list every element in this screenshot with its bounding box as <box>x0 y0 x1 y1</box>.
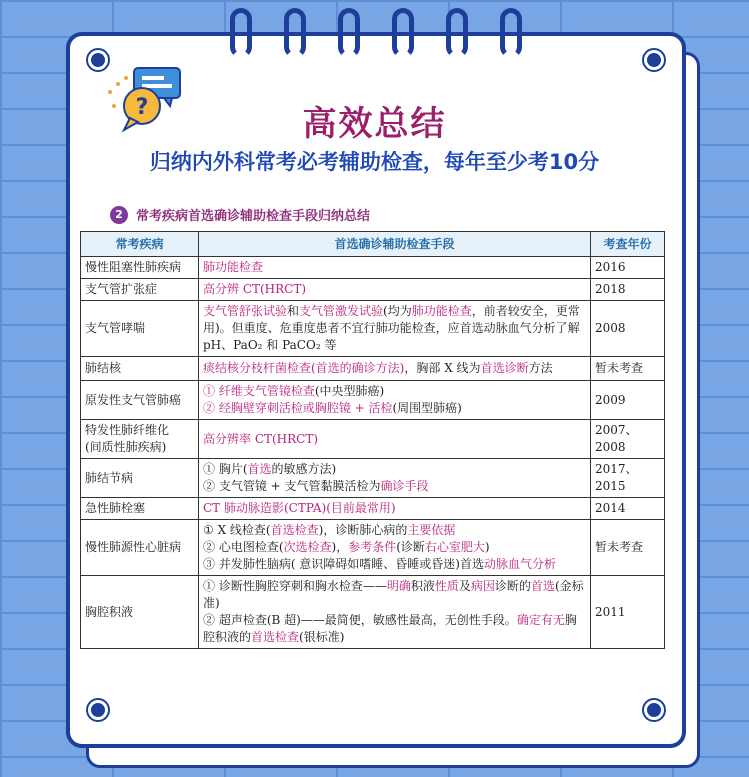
method-cell: 痰结核分枝杆菌检查(首选的确诊方法)，胸部 X 线为首选诊断方法 <box>199 357 591 381</box>
disease-cell: 肺结节病 <box>81 459 199 498</box>
table-row <box>81 257 665 279</box>
summary-table <box>80 231 665 649</box>
disease-cell: 支气管哮喘 <box>81 301 199 357</box>
spiral-ring <box>392 8 414 58</box>
table-row <box>81 520 665 576</box>
method-cell: 高分辨 CT(HRCT) <box>199 279 591 301</box>
spiral-ring <box>500 8 522 58</box>
year-cell: 2011 <box>591 576 665 649</box>
header-year: 考查年份 <box>591 232 665 257</box>
method-cell: ① 胸片(首选的敏感方法) ② 支气管镜 + 支气管黏膜活检为确诊手段 <box>199 459 591 498</box>
year-cell: 暂未考查 <box>591 520 665 576</box>
method-cell: ① 纤维支气管镜检查(中央型肺癌) ② 经胸壁穿刺活检或胸腔镜 + 活检(周围型肺癌) <box>199 381 591 420</box>
disease-cell: 肺结核 <box>81 357 199 381</box>
table-row <box>81 420 665 459</box>
year-cell: 2014 <box>591 498 665 520</box>
section-title: 常考疾病首选确诊辅助检查手段归纳总结 <box>136 209 371 224</box>
table-row <box>81 279 665 301</box>
year-cell: 2017、2015 <box>591 459 665 498</box>
binder-hole <box>644 700 664 720</box>
binder-hole <box>88 700 108 720</box>
header-method: 首选确诊辅助检查手段 <box>199 232 591 257</box>
method-cell: ① X 线检查(首选检查)，诊断肺心病的主要依据 ② 心电图检查(次选检查)，参考条件(诊断右心室肥大) ③ 并发肺性脑病( 意识障碍如嗜睡、昏睡或昏迷)首选动脉血气分析 <box>199 520 591 576</box>
method-cell: 肺功能检查 <box>199 257 591 279</box>
section-number-badge: 2 <box>110 206 128 224</box>
table-row <box>81 576 665 649</box>
page-subtitle: 归纳内外科常考必考辅助检查，每年至少考10分 <box>149 150 600 174</box>
disease-cell: 胸腔积液 <box>81 576 199 649</box>
spiral-ring <box>338 8 360 58</box>
year-cell: 2008 <box>591 301 665 357</box>
year-cell: 2007、2008 <box>591 420 665 459</box>
year-cell: 2016 <box>591 257 665 279</box>
year-cell: 暂未考查 <box>591 357 665 381</box>
disease-cell: 原发性支气管肺癌 <box>81 381 199 420</box>
year-cell: 2009 <box>591 381 665 420</box>
spiral-ring <box>446 8 468 58</box>
year-cell: 2018 <box>591 279 665 301</box>
binder-hole <box>644 50 664 70</box>
table-row <box>81 301 665 357</box>
method-cell: CT 肺动脉造影(CTPA)(目前最常用) <box>199 498 591 520</box>
method-cell: 高分辨率 CT(HRCT) <box>199 420 591 459</box>
disease-cell: 特发性肺纤维化 (间质性肺疾病) <box>81 420 199 459</box>
table-row <box>81 459 665 498</box>
disease-cell: 慢性肺源性心脏病 <box>81 520 199 576</box>
disease-cell: 慢性阻塞性肺疾病 <box>81 257 199 279</box>
table-row <box>81 498 665 520</box>
table-header-row <box>81 232 665 257</box>
spiral-ring <box>284 8 306 58</box>
method-cell: 支气管舒张试验和支气管激发试验(均为肺功能检查，前者较安全，更常用)。但重度、危重度患者不宜行肺功能检查，应首选动脉血气分析了解 pH、PaO₂ 和 PaCO₂ 等 <box>199 301 591 357</box>
table-row <box>81 357 665 381</box>
svg-text:?: ? <box>135 95 149 120</box>
disease-cell: 急性肺栓塞 <box>81 498 199 520</box>
section-heading <box>110 205 370 224</box>
disease-cell: 支气管扩张症 <box>81 279 199 301</box>
page-title: 高效总结 <box>302 104 447 144</box>
spiral-ring <box>230 8 252 58</box>
header-disease: 常考疾病 <box>81 232 199 257</box>
table-row <box>81 381 665 420</box>
method-cell: ① 诊断性胸腔穿刺和胸水检查——明确积液性质及病因诊断的首选(金标准) ② 超声检查(B 超)——最简便，敏感性最高，无创性手段。确定有无胸腔积液的首选检查(银标准) <box>199 576 591 649</box>
